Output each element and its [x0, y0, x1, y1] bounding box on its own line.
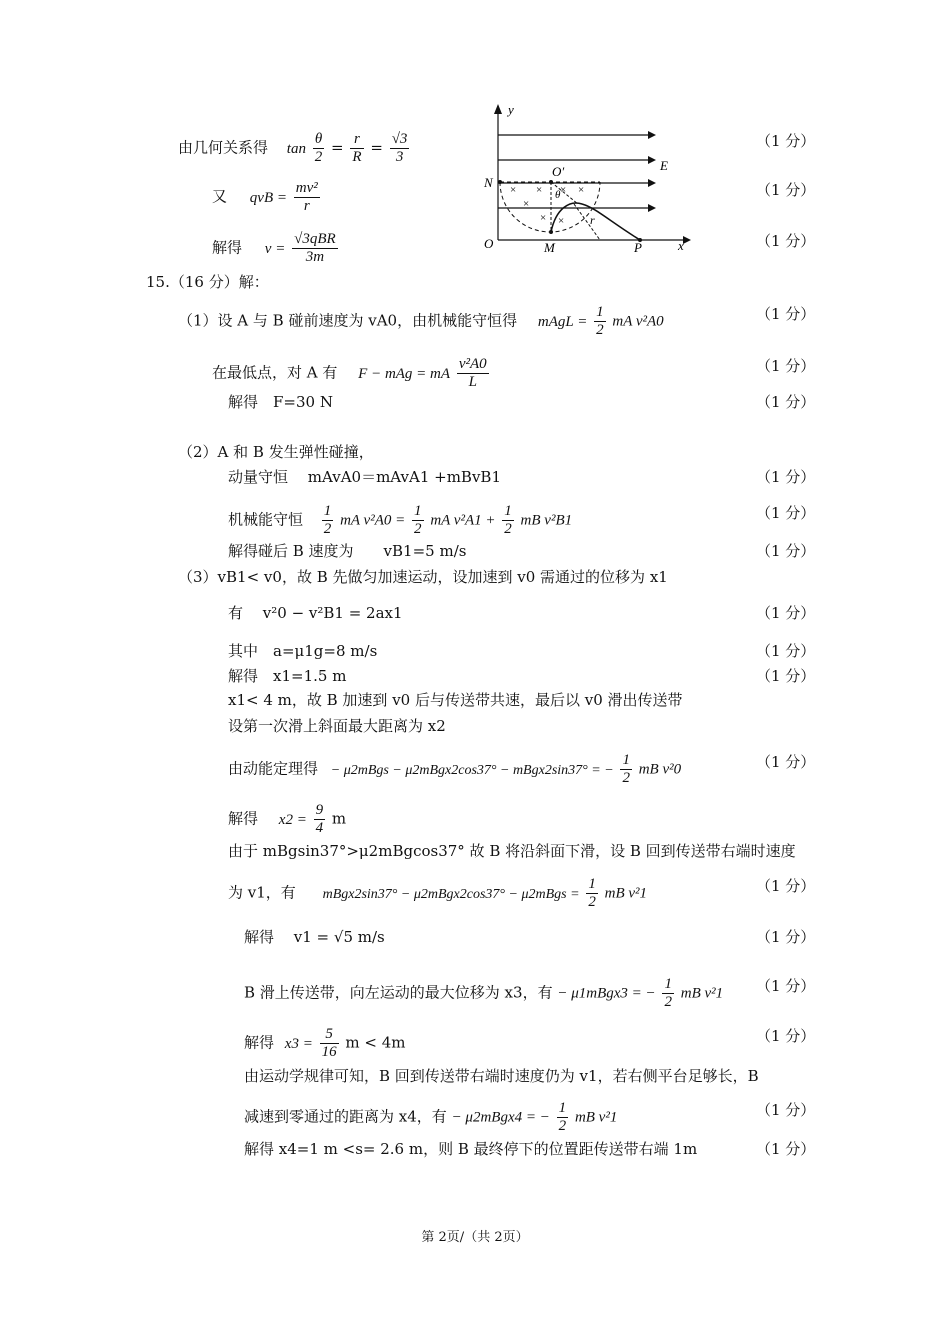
fraction: [557, 1100, 569, 1135]
s3-line-2: 有 v²0 − v²B1 = 2ax1: [228, 604, 403, 622]
den: r: [303, 198, 310, 214]
eq: mA v²A0 =: [340, 512, 406, 529]
eq: mBgx2sin37° − μ2mBgx2cos37° − μ2mBgs =: [322, 886, 580, 902]
label-E: E: [660, 158, 668, 173]
eq: mB v²1: [680, 985, 724, 1002]
eq: x3 =: [284, 1035, 313, 1052]
fraction: [390, 131, 410, 166]
s2-line-2: 动量守恒 mAvA0＝mAvA1 +mBvB1: [228, 468, 501, 486]
label-N: N: [484, 175, 493, 190]
score: （1 分）: [756, 181, 816, 199]
fraction: [586, 876, 598, 911]
s3-line-15: [244, 1100, 617, 1135]
text: 由动能定理得: [228, 759, 319, 778]
cross-mark: ×: [558, 215, 565, 227]
unit: m < 4m: [345, 1033, 406, 1052]
s3-line-10: [228, 876, 647, 911]
score: （1 分）: [756, 928, 816, 946]
fraction: [322, 503, 334, 538]
eq: mB v²B1: [520, 512, 573, 529]
num: 1: [588, 876, 596, 892]
eq: F − mAg = mA: [358, 365, 451, 382]
x-axis-arrow-icon: [683, 236, 691, 244]
num: θ: [313, 131, 325, 149]
fraction: [320, 1026, 339, 1061]
s2-line-4: 解得碰后 B 速度为 vB1=5 m/s: [228, 542, 467, 560]
score: （1 分）: [756, 1140, 816, 1158]
label-r: r: [590, 213, 595, 227]
eq: qvB =: [249, 189, 287, 206]
label-O: O: [484, 236, 494, 251]
den: 16: [321, 1044, 337, 1060]
text: B 滑上传送带，向左运动的最大位移为 x3，有: [244, 983, 553, 1002]
fraction: [313, 131, 325, 166]
score: （1 分）: [756, 393, 816, 411]
s3-line-9: 由于 mBgsin37°>μ2mBgcos37° 故 B 将沿斜面下滑，设 B 回到传送带右端时速度: [228, 842, 796, 860]
cross-mark: ×: [560, 184, 567, 196]
fraction: [594, 304, 606, 339]
page-footer: 第 2页/（共 2页）: [421, 1230, 529, 1245]
s3-line-8: [228, 802, 346, 837]
s3-line-7: [228, 752, 681, 787]
score: （1 分）: [756, 877, 816, 895]
score: （1 分）: [756, 1027, 816, 1045]
score: （1 分）: [756, 1101, 816, 1119]
score: （1 分）: [756, 667, 816, 685]
num: 1: [596, 304, 604, 320]
s2-line-1: （2）A 和 B 发生弹性碰撞，: [178, 443, 374, 461]
den: 2: [622, 770, 630, 786]
cross-mark: ×: [510, 184, 517, 196]
num: r: [350, 131, 363, 149]
label-x: x: [678, 238, 684, 253]
den: 4: [315, 820, 324, 836]
den: 2: [323, 521, 332, 537]
fraction: [350, 131, 363, 166]
p14-line-3: [212, 231, 340, 266]
score: （1 分）: [756, 977, 816, 995]
score: （1 分）: [756, 642, 816, 660]
eq: v =: [264, 240, 286, 257]
arrow-icon: [648, 204, 656, 212]
point-N: [498, 180, 502, 184]
score: （1 分）: [756, 504, 816, 522]
den: R: [352, 149, 362, 165]
label-O-prime: O′: [552, 164, 565, 179]
radius-line: [574, 204, 600, 240]
num: 1: [558, 1100, 567, 1116]
den: 3m: [305, 249, 325, 265]
label-P: P: [634, 240, 642, 255]
den: 2: [314, 149, 323, 165]
text: 解得: [212, 238, 243, 257]
num: 1: [323, 503, 332, 519]
y-axis-arrow-icon: [494, 104, 502, 114]
s1-line-3: 解得 F=30 N: [228, 393, 333, 411]
label-theta: θ: [555, 189, 561, 201]
num: 9: [315, 802, 324, 818]
fraction: [620, 752, 632, 787]
eq: mA v²A1 +: [430, 512, 496, 529]
num: √3qBR: [294, 231, 336, 247]
den: 2: [596, 322, 604, 338]
text: 在最低点，对 A 有: [212, 363, 338, 382]
den: 2: [504, 521, 512, 537]
s3-line-6: 设第一次滑上斜面最大距离为 x2: [228, 717, 446, 735]
eq: =: [331, 138, 344, 157]
s3-line-1: （3）vB1< v0，故 B 先做匀加速运动，设加速到 v0 需通过的位移为 x1: [178, 568, 668, 586]
num: 1: [504, 503, 512, 519]
s3-line-11: 解得 v1 = √5 m/s: [244, 928, 385, 946]
s3-line-13: [244, 1026, 406, 1061]
s1-line-1: [178, 304, 664, 339]
fraction: [412, 503, 424, 538]
den: 2: [558, 1118, 567, 1134]
cross-mark: ×: [540, 212, 547, 224]
p15-header: 15.（16 分）解：: [146, 273, 269, 291]
score: （1 分）: [756, 305, 816, 323]
score: （1 分）: [756, 604, 816, 622]
s3-line-14: 由运动学规律可知，B 回到传送带右端时速度仍为 v1，若右侧平台足够长，B: [244, 1067, 759, 1085]
unit: m: [331, 809, 347, 828]
p14-line-1: [178, 131, 411, 166]
score: （1 分）: [756, 468, 816, 486]
num: mv²: [295, 180, 318, 196]
fraction: [662, 976, 674, 1011]
num: v²A0: [458, 356, 487, 372]
eq: − μ2mBgs − μ2mBgx2cos37° − mBgx2sin37° = −: [330, 762, 614, 778]
arrow-icon: [648, 179, 656, 187]
text: 机械能守恒: [228, 510, 304, 529]
num: 1: [664, 976, 672, 992]
s3-line-5: x1< 4 m，故 B 加速到 v0 后与传送带共速，最后以 v0 滑出传送带: [228, 691, 683, 709]
eq: tan: [286, 140, 306, 157]
score: （1 分）: [756, 542, 816, 560]
s3-line-12: [244, 976, 723, 1011]
arrow-icon: [648, 131, 656, 139]
eq: mAgL =: [537, 313, 588, 330]
den: 2: [664, 994, 672, 1010]
text: 解得: [228, 809, 259, 828]
p14-line-2: [212, 180, 322, 215]
fraction: [292, 231, 338, 266]
score: （1 分）: [756, 753, 816, 771]
num: 1: [622, 752, 630, 768]
label-M: M: [544, 240, 555, 255]
score: （1 分）: [756, 357, 816, 375]
eq: mB v²0: [638, 761, 682, 778]
eq: − μ2mBgx4 = −: [451, 1109, 550, 1126]
eq: mB v²1: [574, 1109, 618, 1126]
eq: mA v²A0: [612, 313, 664, 330]
s2-line-3: [228, 503, 572, 538]
eq: x2 =: [278, 811, 307, 828]
s1-line-2: [212, 356, 491, 391]
den: 3: [395, 149, 404, 165]
point-M: [549, 230, 553, 234]
text: 又: [212, 187, 228, 206]
text: 为 v1，有: [228, 883, 296, 902]
den: L: [468, 374, 477, 390]
label-y: y: [508, 102, 514, 117]
point-O-prime: [549, 180, 553, 184]
score: （1 分）: [756, 132, 816, 150]
den: 2: [414, 521, 422, 537]
eq: mB v²1: [604, 885, 648, 902]
fraction: [294, 180, 320, 215]
text: 解得: [244, 1033, 275, 1052]
eq: =: [370, 138, 383, 157]
field-diagram: [478, 100, 708, 260]
cross-mark: ×: [536, 184, 543, 196]
fraction: [457, 356, 489, 391]
s3-line-4: 解得 x1=1.5 m: [228, 667, 347, 685]
cross-mark: ×: [523, 198, 530, 210]
text: 减速到零通过的距离为 x4，有: [244, 1107, 447, 1126]
score: （1 分）: [756, 232, 816, 250]
den: 2: [588, 894, 596, 910]
fraction: [314, 802, 326, 837]
arrow-icon: [648, 156, 656, 164]
text: 由几何关系得: [178, 138, 269, 157]
s3-line-3: 其中 a=μ1g=8 m/s: [228, 642, 378, 660]
num: √3: [391, 131, 408, 147]
fraction: [502, 503, 514, 538]
num: 1: [414, 503, 422, 519]
text: （1）设 A 与 B 碰前速度为 vA0，由机械能守恒得: [178, 311, 518, 330]
cross-mark: ×: [578, 184, 585, 196]
eq: − μ1mBgx3 = −: [557, 985, 656, 1002]
s3-line-16: 解得 x4=1 m <s= 2.6 m，则 B 最终停下的位置距传送带右端 1m: [244, 1140, 698, 1158]
num: 5: [320, 1026, 339, 1044]
